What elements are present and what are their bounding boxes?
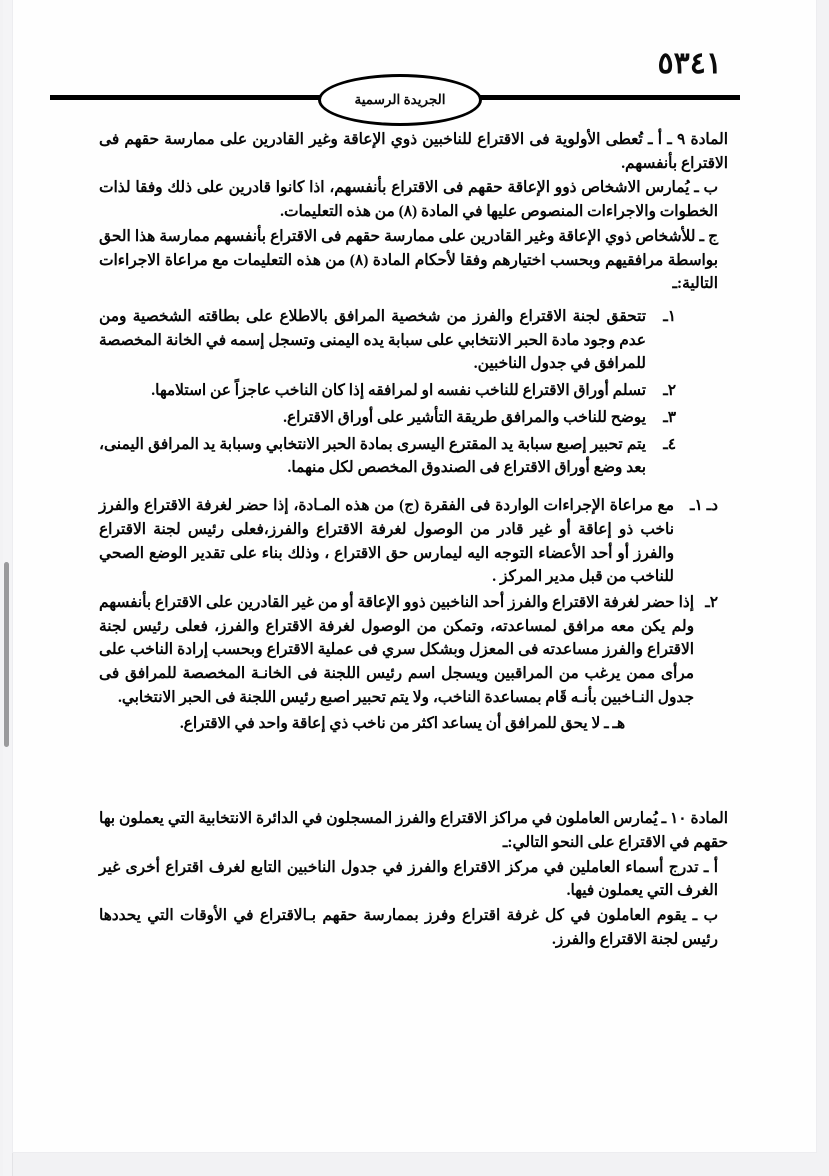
document-body: [13, 128, 816, 952]
article-9-numbered-list: [13, 305, 816, 480]
page-header: [13, 40, 816, 130]
article-9-paragraph-a: المادة ٩ ـ أ ـ تُعطى الأولوية فى الاقتراع للناخبين ذوي الإعاقة وغير القادرين على ممارسة حقهم فى الاقتراع بأنفسهم.: [99, 131, 728, 172]
article-9-paragraph-d-item-2: [99, 591, 718, 710]
list-item-text: تتحقق لجنة الاقتراع والفرز من شخصية المرافق بالاطلاع على بطاقته الشخصية ومن عدم وجود مادة الحبر الانتخابي على سبابة يده اليمنى وتسجل إسمه في الخانة المخصصة للمرافق في جدول الناخبين.: [99, 308, 646, 373]
list-item: [99, 433, 676, 480]
article-9: [13, 128, 816, 735]
list-item-marker: ١ـ: [663, 308, 676, 326]
list-item: [99, 305, 676, 376]
list-item: [99, 379, 676, 403]
list-item-text: تسلم أوراق الاقتراع للناخب نفسه او لمرافقه إذا كان الناخب عاجزاً عن استلامها.: [151, 382, 646, 400]
article-10-intro: المادة ١٠ ـ يُمارس العاملون في مراكز الاقتراع والفرز المسجلون في الدائرة الانتخابية التي يعملون بها حقهم في الاقتراع على النحو التالي:ـ: [99, 810, 728, 851]
article-spacer: [13, 735, 816, 807]
article-10: [13, 807, 816, 951]
gazette-title-label: الجريدة الرسمية: [354, 92, 446, 107]
article-9-paragraph-d-group: [13, 494, 816, 709]
article-9-paragraph-c: ج ـ للأشخاص ذوي الإعاقة وغير القادرين على ممارسة حقهم فى الاقتراع بأنفسهم ممارسة هذا الحق بواسطة مرافقيهم وبحسب اختيارهم وفقا لأحكام المادة (٨) من هذه التعليمات مع مراعاة الاجراءات التالية:ـ: [99, 227, 719, 293]
page-canvas: [13, 0, 816, 1152]
article-10-paragraph-a: أ ـ تدرج أسماء العاملين في مركز الاقتراع والفرز في جدول الناخبين التابع لغرف اقتراع أخرى غير الغرف التي يعملون فيها.: [99, 858, 718, 900]
gazette-title-oval: [318, 74, 482, 126]
list-item-marker: دـ ١ـ: [689, 497, 718, 515]
list-item-marker: ٢ـ: [663, 382, 676, 400]
article-9-paragraph-b: ب ـ يُمارس الاشخاص ذوو الإعاقة حقهم فى الاقتراع بأنفسهم، اذا كانوا قادرين على ذلك وفقا لذات الخطوات والاجراءات المنصوص عليها في المادة (٨) من هذه التعليمات.: [99, 179, 718, 221]
article-9-paragraph-he: هـ ـ لا يحق للمرافق أن يساعد اكثر من ناخب ذي إعاقة واحد في الاقتراع.: [179, 714, 626, 732]
article-9-paragraph-d-item-1: [99, 494, 718, 589]
article-10-paragraph-b: ب ـ يقوم العاملون في كل غرفة اقتراع وفرز بممارسة حقهم بـالاقتراع في الأوقات التي يحددها رئيس لجنة الاقتراع والفرز.: [99, 907, 718, 948]
page-number: ٥٣٤١: [657, 47, 722, 80]
list-item: [99, 406, 676, 430]
vertical-scrollbar-thumb[interactable]: [4, 562, 9, 747]
list-item-text: يتم تحبير إصبع سبابة يد المقترع اليسرى بمادة الحبر الانتخابي وسبابة يد المرافق اليمنى، بعد وضع أوراق الاقتراع فى الصندوق المخصص لكل منهما.: [99, 435, 646, 477]
list-item-marker: ٢ـ: [705, 593, 718, 611]
document-page: [13, 0, 816, 1152]
list-item-marker: ٣ـ: [663, 408, 676, 426]
list-item-text: إذا حضر لغرفة الاقتراع والفرز أحد الناخبين ذوو الإعاقة أو من غير القادرين على الاقتراع بأنفسهم ولم يكن معه مرافق لمساعدته، وتمكن من الوصول لغرفة الاقتراع والفرز، فعلى رئيس لجنة الاقتراع والفرز مساعدته فى المعزل وبشكل سري فى عملية الاقتراع وبحسب إرادة الناخب على مرأى ممن يرغب من المراقبين ويسجل اسم رئيس اللجنة فى الخانـة المخصصة للمرافق فى جدول النـاخبين بأنـه قَام بمساعدة الناخب، ولا يتم تحبير اصبع رئيس اللجنة فى الحبر الانتخابي.: [99, 593, 694, 706]
list-item-text: يوضح للناخب والمرافق طريقة التأشير على أوراق الاقتراع.: [283, 408, 646, 426]
list-item-text: مع مراعاة الإجراءات الواردة فى الفقرة (ج) من هذه المـادة، إذا حضر لغرفة الاقتراع والفرز ناخب ذو إعاقة أو غير قادر من الوصول لغرفة الاقتراع والفرز،فعلى رئيس لجنة الاقتراع والفرز أو أحد الأعضاء التوجه اليه ليمارس حق الاقتراع ، وذلك بناء على تقدير الوضع الصحي للناخب من قبل مدير المركز .: [99, 497, 674, 586]
list-item-marker: ٤ـ: [663, 435, 676, 453]
